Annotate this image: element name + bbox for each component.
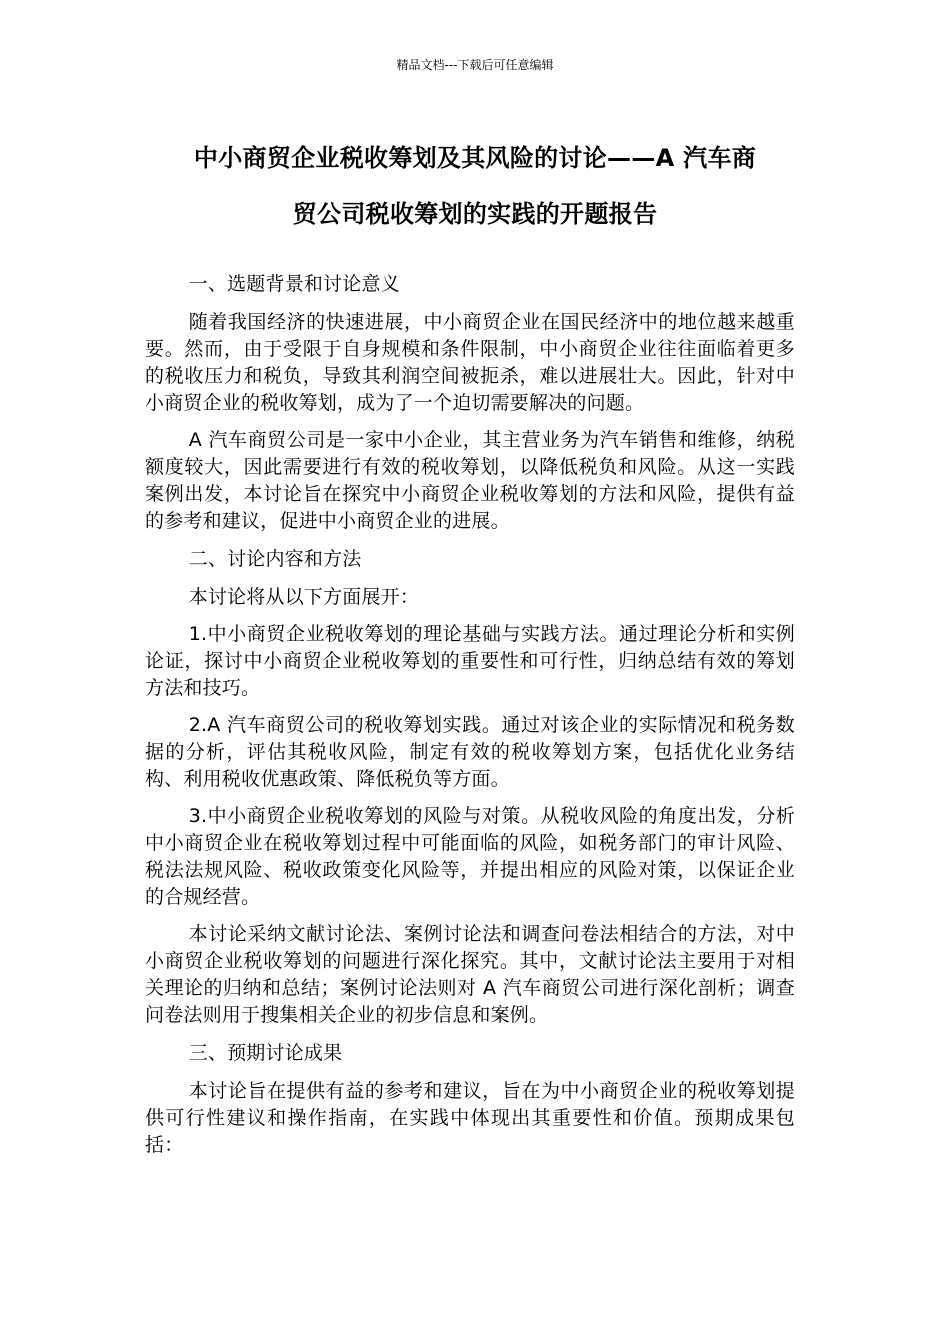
title-line-2: 贸公司税收筹划的实践的开题报告 <box>292 200 658 228</box>
list-item-theory: 1.中小商贸企业税收筹划的理论基础与实践方法。通过理论分析和实例论证，探讨中小商贸企业税收筹划的重要性和可行性，归纳总结有效的筹划方法和技巧。 <box>145 623 795 699</box>
list-item-practice: 2.A 汽车商贸公司的税收筹划实践。通过对该企业的实际情况和税务数据的分析，评估其税收风险，制定有效的税收筹划方案，包括优化业务结构、利用税收优惠政策、降低税负等方面。 <box>145 714 795 790</box>
page-header: 精品文档---下载后可任意编辑 <box>396 58 554 72</box>
document-body <box>145 270 795 1169</box>
paragraph-background-2: A 汽车商贸公司是一家中小企业，其主营业务为汽车销售和维修，纳税额度较大，因此需要进行有效的税收筹划，以降低税负和风险。从这一实践案例出发，本讨论旨在探究中小商贸企业税收筹划的方法和风险，提供有益的参考和建议，促进中小商贸企业的进展。 <box>145 429 795 532</box>
paragraph-content-intro: 本讨论将从以下方面展开： <box>188 586 420 608</box>
section-heading-background: 一、选题背景和讨论意义 <box>188 273 400 295</box>
section-heading-expected-results: 三、预期讨论成果 <box>188 1042 343 1064</box>
title-line-1: 中小商贸企业税收筹划及其风险的讨论——A 汽车商 <box>193 144 757 172</box>
paragraph-background-1: 随着我国经济的快速进展，中小商贸企业在国民经济中的地位越来越重要。然而，由于受限于自身规模和条件限制，中小商贸企业往往面临着更多的税收压力和税负，导致其利润空间被扼杀，难以进展壮大。因此，针对中小商贸企业的税收筹划，成为了一个迫切需要解决的问题。 <box>145 311 795 414</box>
document-title <box>140 130 810 242</box>
section-heading-content-method: 二、讨论内容和方法 <box>188 548 362 570</box>
list-item-risk: 3.中小商贸企业税收筹划的风险与对策。从税收风险的角度出发，分析中小商贸企业在税收筹划过程中可能面临的风险，如税务部门的审计风险、税法法规风险、税收政策变化风险等，并提出相应的风险对策，以保证企业的合规经营。 <box>145 805 795 908</box>
paragraph-expected-results: 本讨论旨在提供有益的参考和建议，旨在为中小商贸企业的税收筹划提供可行性建议和操作指南，在实践中体现出其重要性和价值。预期成果包括： <box>145 1080 795 1156</box>
paragraph-method: 本讨论采纳文献讨论法、案例讨论法和调查问卷法相结合的方法，对中小商贸企业税收筹划的问题进行深化探究。其中，文献讨论法主要用于对相关理论的归纳和总结；案例讨论法则对 A 汽车商贸公司进行深化剖析；调查问卷法则用于搜集相关企业的初步信息和案例。 <box>145 923 795 1026</box>
